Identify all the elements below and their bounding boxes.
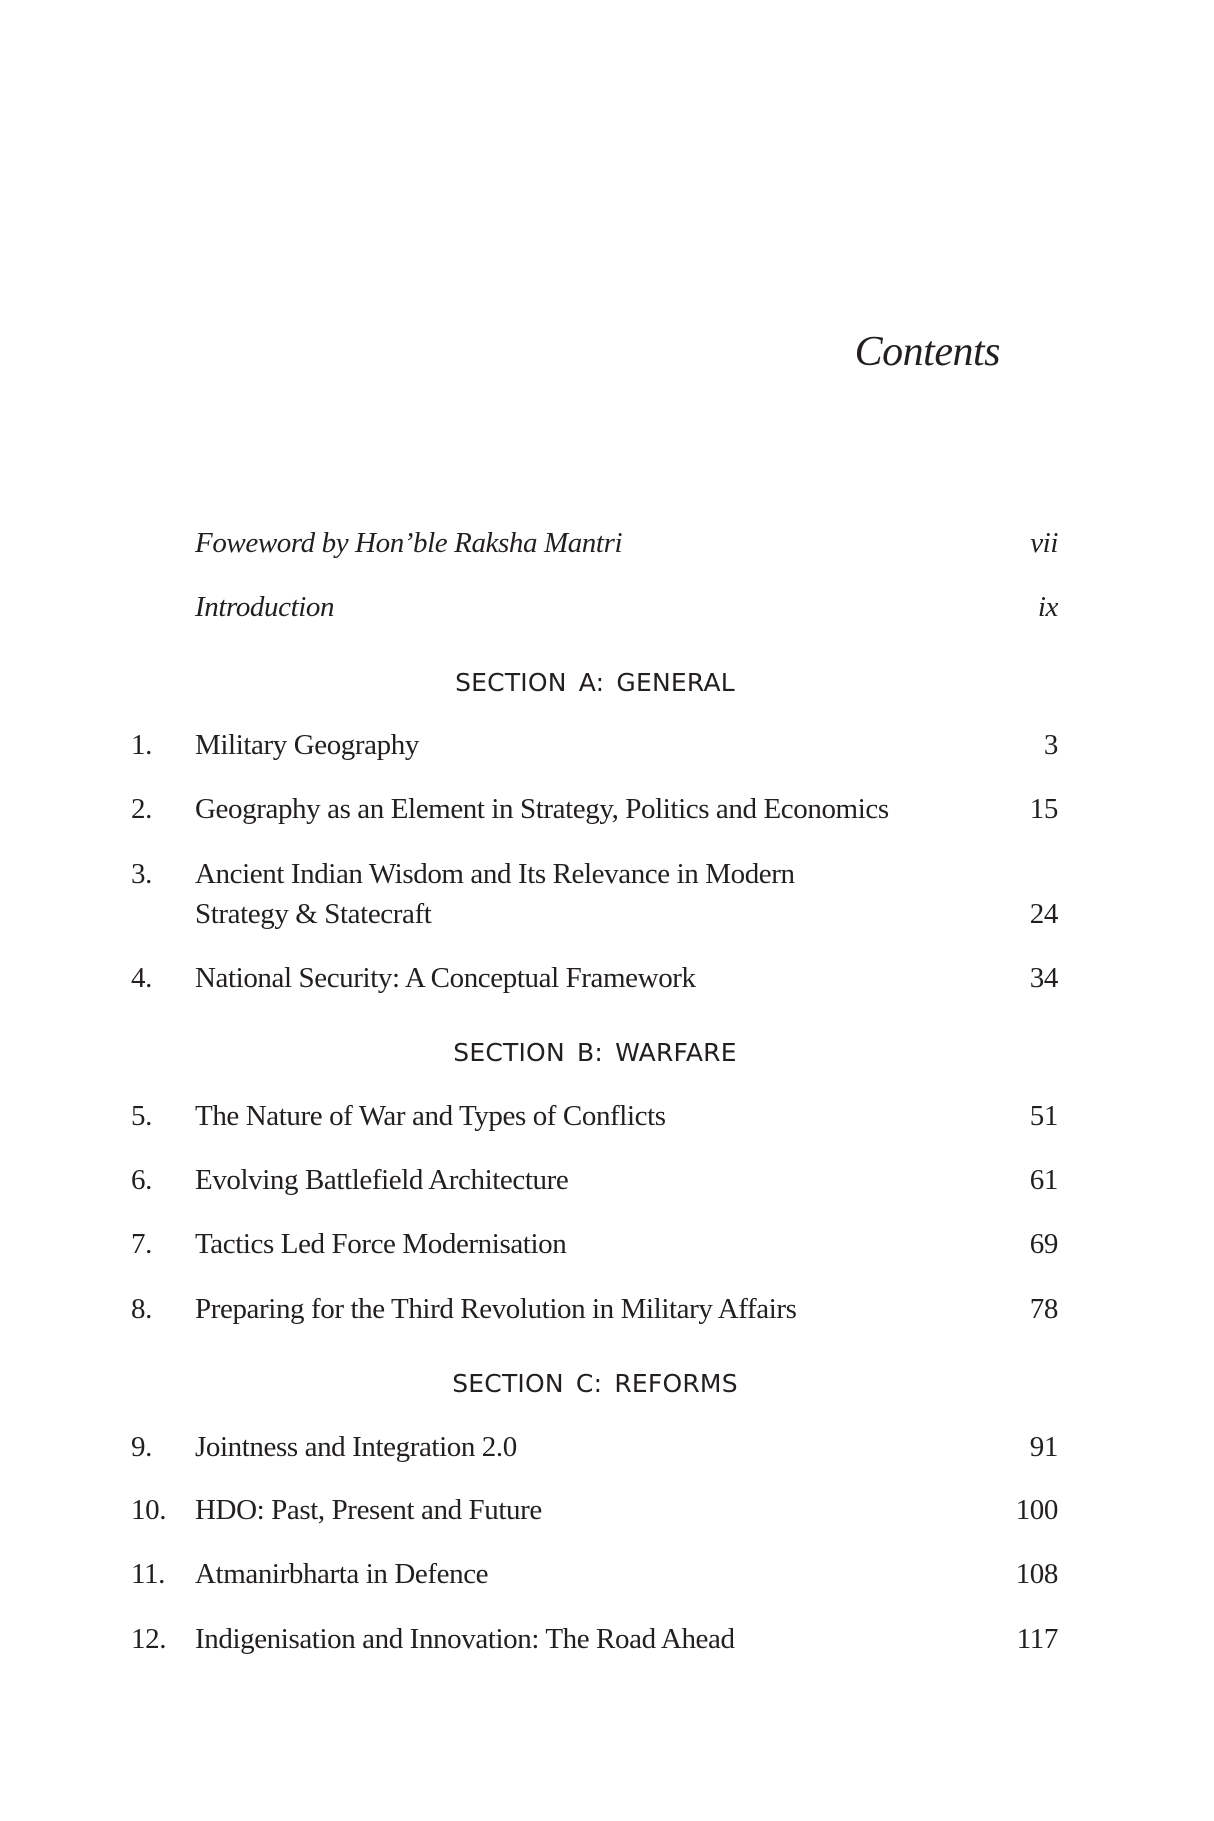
chapter-number: 5. — [131, 1100, 152, 1132]
entry-page: 3 — [1043, 729, 1058, 761]
entry-page: 108 — [1015, 1558, 1058, 1590]
chapter-number: 6. — [131, 1164, 152, 1196]
toc-entry[interactable] — [0, 1619, 1214, 1659]
entry-title: Foweword by Hon’ble Raksha Mantri — [195, 527, 623, 559]
chapter-number: 4. — [131, 962, 152, 994]
toc-entry[interactable] — [0, 1554, 1214, 1594]
entry-page: 100 — [1015, 1494, 1058, 1526]
toc-entry[interactable] — [0, 1096, 1214, 1136]
entry-title-line-1: Ancient Indian Wisdom and Its Relevance in Modern — [195, 858, 795, 890]
page-title: Contents — [854, 329, 1000, 375]
chapter-number: 8. — [131, 1293, 152, 1325]
chapter-number: 11. — [131, 1558, 165, 1590]
toc-entry[interactable] — [0, 1160, 1214, 1200]
entry-title: Introduction — [195, 591, 335, 623]
toc-entry[interactable] — [0, 789, 1214, 829]
chapter-number: 2. — [131, 793, 152, 825]
toc-entry[interactable] — [0, 854, 1214, 934]
entry-title: Evolving Battlefield Architecture — [195, 1164, 569, 1196]
toc-entry[interactable] — [0, 1490, 1214, 1530]
toc-entry[interactable] — [0, 725, 1214, 765]
entry-page: 34 — [1029, 962, 1058, 994]
chapter-number: 3. — [131, 858, 152, 890]
entry-title: National Security: A Conceptual Framework — [195, 962, 696, 994]
chapter-number: 12. — [131, 1623, 167, 1655]
chapter-number: 7. — [131, 1228, 152, 1260]
entry-title: Geography as an Element in Strategy, Politics and Economics — [195, 793, 889, 825]
toc-entry[interactable] — [0, 1427, 1214, 1467]
section-heading-c: SECTION C: REFORMS — [452, 1369, 738, 1398]
entry-title: Military Geography — [195, 729, 419, 761]
chapter-number: 1. — [131, 729, 152, 761]
entry-title: Jointness and Integration 2.0 — [195, 1431, 517, 1463]
entry-page: 91 — [1029, 1431, 1058, 1463]
entry-page: 69 — [1029, 1228, 1058, 1260]
entry-page: ix — [1037, 591, 1058, 623]
entry-title: Indigenisation and Innovation: The Road Ahead — [195, 1623, 735, 1655]
toc-entry-introduction[interactable] — [0, 587, 1214, 627]
chapter-number: 10. — [131, 1494, 167, 1526]
entry-page: vii — [1030, 527, 1058, 559]
entry-page: 51 — [1029, 1100, 1058, 1132]
entry-title-line-2: Strategy & Statecraft — [195, 898, 432, 930]
entry-page: 24 — [1029, 898, 1058, 930]
toc-entry[interactable] — [0, 1289, 1214, 1329]
entry-title: Tactics Led Force Modernisation — [195, 1228, 567, 1260]
entry-page: 61 — [1029, 1164, 1058, 1196]
section-heading-b: SECTION B: WARFARE — [453, 1038, 737, 1067]
section-heading-a: SECTION A: GENERAL — [455, 668, 735, 697]
entry-title: Preparing for the Third Revolution in Military Affairs — [195, 1293, 797, 1325]
toc-entry[interactable] — [0, 1224, 1214, 1264]
toc-entry[interactable] — [0, 958, 1214, 998]
chapter-number: 9. — [131, 1431, 152, 1463]
toc-entry-foreword[interactable] — [0, 523, 1214, 563]
entry-page: 15 — [1029, 793, 1058, 825]
entry-title: HDO: Past, Present and Future — [195, 1494, 542, 1526]
entry-title: Atmanirbharta in Defence — [195, 1558, 489, 1590]
entry-title: The Nature of War and Types of Conflicts — [195, 1100, 666, 1132]
entry-page: 78 — [1029, 1293, 1058, 1325]
entry-page: 117 — [1016, 1623, 1058, 1655]
